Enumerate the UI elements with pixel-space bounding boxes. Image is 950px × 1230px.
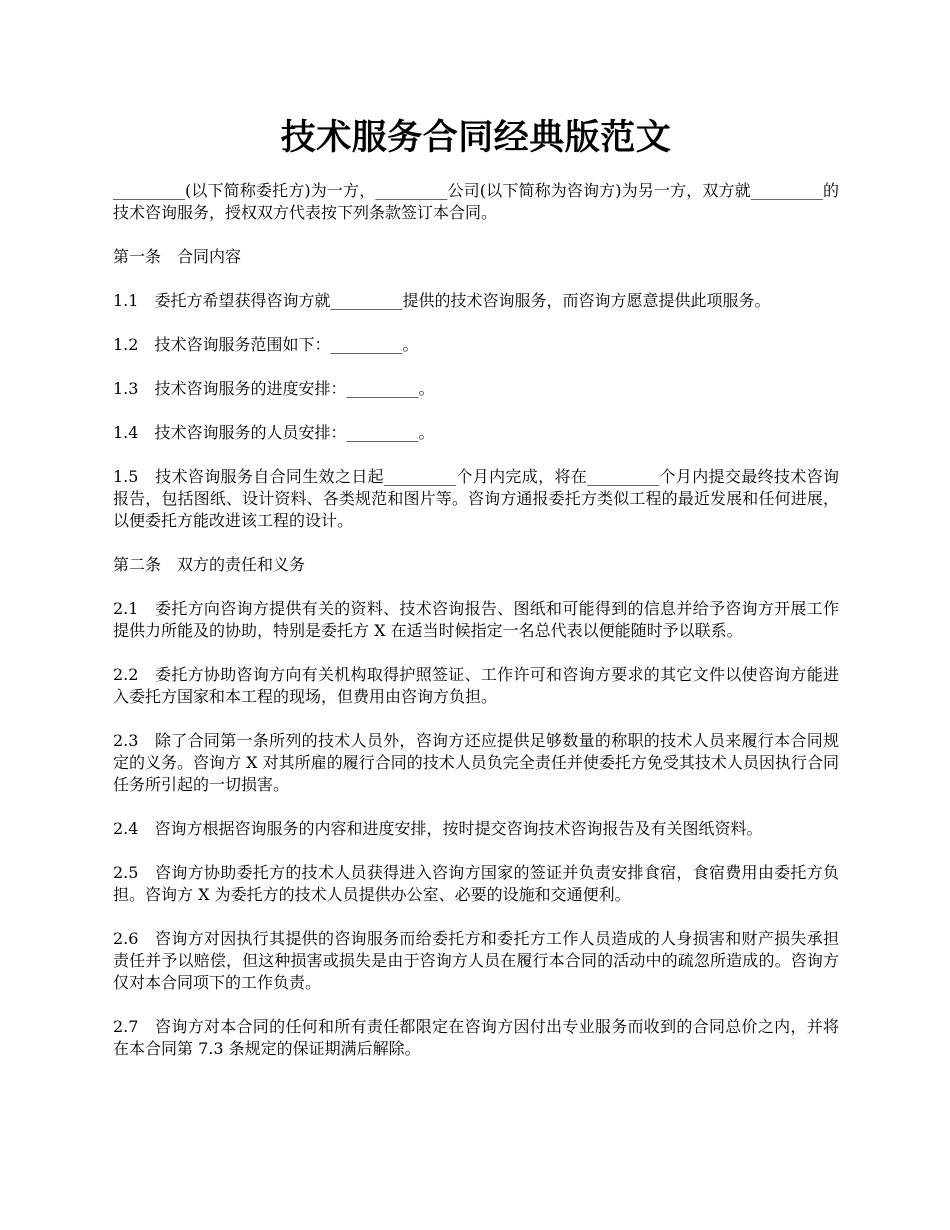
clause-2-2: 2.2 委托方协助咨询方向有关机构取得护照签证、工作许可和咨询方要求的其它文件以使咨询方能进入委托方国家和本工程的现场，但费用由咨询方负担。 — [113, 665, 839, 706]
article-1-heading: 第一条 合同内容 — [113, 247, 242, 266]
document-title: 技术服务合同经典版范文 — [280, 117, 672, 158]
clause-1-1: 1.1 委托方希望获得咨询方就_________提供的技术咨询服务，而咨询方愿意提供此项服务。 — [113, 291, 771, 310]
document-page — [113, 0, 839, 1060]
clause-2-4: 2.4 咨询方根据咨询服务的内容和进度安排，按时提交咨询技术咨询报告及有关图纸资料。 — [113, 819, 763, 838]
clause-2-7: 2.7 咨询方对本合同的任何和所有责任都限定在咨询方因付出专业服务而收到的合同总价之内，并将在本合同第 7.3 条规定的保证期满后解除。 — [113, 1017, 839, 1058]
clause-2-1: 2.1 委托方向咨询方提供有关的资料、技术咨询报告、图纸和可能得到的信息并给予咨询方开展工作提供力所能及的协助，特别是委托方 X 在适当时候指定一名总代表以便能随时予以联系。 — [113, 599, 839, 640]
clause-1-4: 1.4 技术咨询服务的人员安排：_________。 — [113, 423, 435, 442]
intro-paragraph: _________(以下简称委托方)为一方，_________公司(以下简称为咨询方)为另一方，双方就_________的技术咨询服务，授权双方代表按下列条款签订本合同。 — [113, 181, 839, 222]
clause-1-2: 1.2 技术咨询服务范围如下：_________。 — [113, 335, 419, 354]
clause-1-3: 1.3 技术咨询服务的进度安排：_________。 — [113, 379, 435, 398]
clause-2-6: 2.6 咨询方对因执行其提供的咨询服务而给委托方和委托方工作人员造成的人身损害和财产损失承担责任并予以赔偿，但这种损害或损失是由于咨询方人员在履行本合同的活动中的疏忽所造成的。咨询方仅对本合同项下的工作负责。 — [113, 929, 839, 992]
article-2-heading: 第二条 双方的责任和义务 — [113, 555, 306, 574]
clause-1-5: 1.5 技术咨询服务自合同生效之日起_________个月内完成，将在_________个月内提交最终技术咨询报告，包括图纸、设计资料、各类规范和图片等。咨询方通报委托方类似工程的最近发展和任何进展，以便委托方能改进该工程的设计。 — [113, 467, 839, 530]
clause-2-5: 2.5 咨询方协助委托方的技术人员获得进入咨询方国家的签证并负责安排食宿，食宿费用由委托方负担。咨询方 X 为委托方的技术人员提供办公室、必要的设施和交通便利。 — [113, 863, 839, 904]
clause-2-3: 2.3 除了合同第一条所列的技术人员外，咨询方还应提供足够数量的称职的技术人员来履行本合同规定的义务。咨询方 X 对其所雇的履行合同的技术人员负完全责任并使委托方免受其技术人员因执行合同任务所引起的一切损害。 — [113, 731, 839, 794]
